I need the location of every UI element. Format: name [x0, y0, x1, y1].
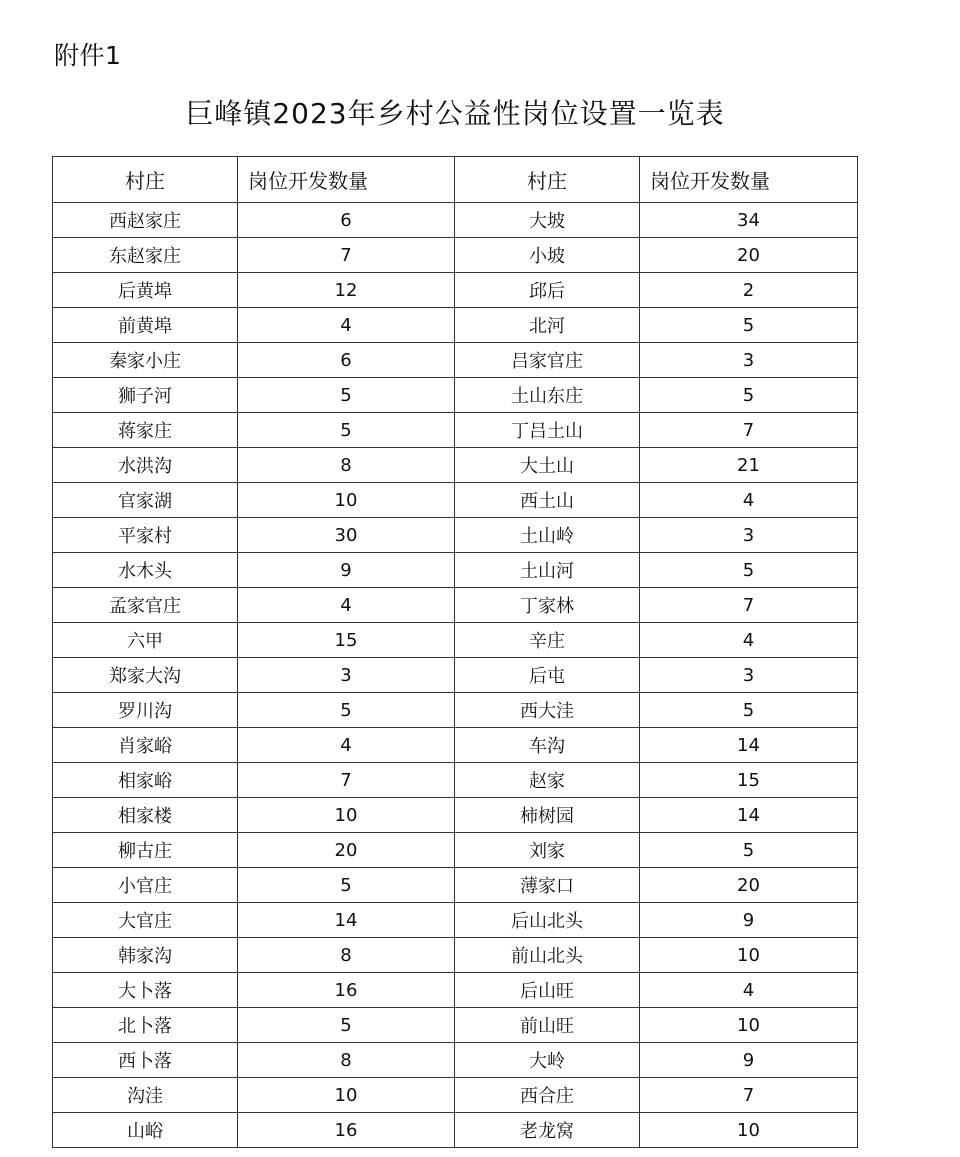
table-row [53, 273, 858, 308]
village-right-cell: 后山北头 [455, 903, 640, 938]
table-row [53, 203, 858, 238]
count-right-cell: 3 [640, 518, 858, 553]
village-right-cell: 前山北头 [455, 938, 640, 973]
table-header-row [53, 157, 858, 203]
count-right-cell: 9 [640, 1043, 858, 1078]
count-right-cell: 10 [640, 938, 858, 973]
village-left-cell: 官家湖 [53, 483, 238, 518]
table-row [53, 343, 858, 378]
village-left-cell: 蒋家庄 [53, 413, 238, 448]
village-right-cell: 丁吕土山 [455, 413, 640, 448]
village-right-cell: 西大洼 [455, 693, 640, 728]
count-left-cell: 5 [238, 1008, 455, 1043]
count-left-cell: 16 [238, 1113, 455, 1148]
village-right-cell: 大土山 [455, 448, 640, 483]
village-left-cell: 狮子河 [53, 378, 238, 413]
count-left-cell: 15 [238, 623, 455, 658]
table-row [53, 798, 858, 833]
table-row [53, 238, 858, 273]
village-right-cell: 大岭 [455, 1043, 640, 1078]
count-left-cell: 4 [238, 308, 455, 343]
count-right-cell: 4 [640, 623, 858, 658]
village-left-cell: 山峪 [53, 1113, 238, 1148]
count-left-cell: 5 [238, 413, 455, 448]
village-left-cell: 大卜落 [53, 973, 238, 1008]
village-left-cell: 相家峪 [53, 763, 238, 798]
count-left-cell: 4 [238, 728, 455, 763]
village-left-cell: 水洪沟 [53, 448, 238, 483]
count-left-cell: 6 [238, 203, 455, 238]
village-right-cell: 土山东庄 [455, 378, 640, 413]
village-left-cell: 沟洼 [53, 1078, 238, 1113]
village-right-cell: 车沟 [455, 728, 640, 763]
count-right-cell: 2 [640, 273, 858, 308]
count-right-cell: 3 [640, 658, 858, 693]
village-right-cell: 薄家口 [455, 868, 640, 903]
count-right-cell: 9 [640, 903, 858, 938]
count-left-cell: 5 [238, 378, 455, 413]
table-row [53, 728, 858, 763]
count-right-cell: 5 [640, 378, 858, 413]
attachment-label: 附件1 [54, 41, 122, 70]
table-row [53, 1043, 858, 1078]
count-left-cell: 10 [238, 798, 455, 833]
count-left-cell: 9 [238, 553, 455, 588]
village-left-cell: 东赵家庄 [53, 238, 238, 273]
village-left-cell: 后黄埠 [53, 273, 238, 308]
count-right-cell: 7 [640, 413, 858, 448]
count-right-cell: 5 [640, 553, 858, 588]
count-left-cell: 5 [238, 693, 455, 728]
village-right-cell: 西土山 [455, 483, 640, 518]
count-right-cell: 15 [640, 763, 858, 798]
count-right-cell: 4 [640, 973, 858, 1008]
count-right-cell: 14 [640, 798, 858, 833]
village-right-cell: 前山旺 [455, 1008, 640, 1043]
count-left-cell: 8 [238, 938, 455, 973]
table-row [53, 1113, 858, 1148]
village-left-cell: 大官庄 [53, 903, 238, 938]
count-right-cell: 34 [640, 203, 858, 238]
page-title: 巨峰镇2023年乡村公益性岗位设置一览表 [185, 97, 725, 130]
village-left-cell: 相家楼 [53, 798, 238, 833]
village-left-cell: 平家村 [53, 518, 238, 553]
village-left-cell: 韩家沟 [53, 938, 238, 973]
village-right-cell: 西合庄 [455, 1078, 640, 1113]
village-right-cell: 土山岭 [455, 518, 640, 553]
village-left-cell: 六甲 [53, 623, 238, 658]
positions-table [52, 156, 858, 1148]
table-row [53, 658, 858, 693]
village-right-cell: 柿树园 [455, 798, 640, 833]
header-count-left: 岗位开发数量 [238, 157, 455, 203]
village-right-cell: 小坡 [455, 238, 640, 273]
table-row [53, 833, 858, 868]
village-right-cell: 后山旺 [455, 973, 640, 1008]
count-left-cell: 4 [238, 588, 455, 623]
village-right-cell: 吕家官庄 [455, 343, 640, 378]
table-row [53, 483, 858, 518]
count-left-cell: 10 [238, 483, 455, 518]
count-right-cell: 3 [640, 343, 858, 378]
table-row [53, 553, 858, 588]
village-right-cell: 老龙窝 [455, 1113, 640, 1148]
village-right-cell: 土山河 [455, 553, 640, 588]
table-row [53, 623, 858, 658]
count-left-cell: 30 [238, 518, 455, 553]
village-right-cell: 辛庄 [455, 623, 640, 658]
count-right-cell: 5 [640, 833, 858, 868]
header-village-left: 村庄 [53, 157, 238, 203]
village-left-cell: 柳古庄 [53, 833, 238, 868]
village-right-cell: 邱后 [455, 273, 640, 308]
table-row [53, 763, 858, 798]
count-right-cell: 7 [640, 588, 858, 623]
village-left-cell: 郑家大沟 [53, 658, 238, 693]
count-right-cell: 10 [640, 1113, 858, 1148]
count-right-cell: 5 [640, 308, 858, 343]
table-row [53, 1078, 858, 1113]
table-row [53, 378, 858, 413]
header-village-right: 村庄 [455, 157, 640, 203]
count-left-cell: 14 [238, 903, 455, 938]
count-right-cell: 4 [640, 483, 858, 518]
village-left-cell: 西卜落 [53, 1043, 238, 1078]
village-left-cell: 罗川沟 [53, 693, 238, 728]
table-row [53, 693, 858, 728]
village-left-cell: 西赵家庄 [53, 203, 238, 238]
count-left-cell: 16 [238, 973, 455, 1008]
table-row [53, 588, 858, 623]
village-left-cell: 水木头 [53, 553, 238, 588]
count-left-cell: 7 [238, 238, 455, 273]
table-row [53, 518, 858, 553]
table-row [53, 903, 858, 938]
village-left-cell: 肖家峪 [53, 728, 238, 763]
count-right-cell: 7 [640, 1078, 858, 1113]
count-left-cell: 6 [238, 343, 455, 378]
count-left-cell: 10 [238, 1078, 455, 1113]
table-row [53, 938, 858, 973]
count-left-cell: 8 [238, 448, 455, 483]
table-body [53, 203, 858, 1148]
village-right-cell: 大坡 [455, 203, 640, 238]
header-count-right: 岗位开发数量 [640, 157, 858, 203]
count-right-cell: 10 [640, 1008, 858, 1043]
village-right-cell: 丁家林 [455, 588, 640, 623]
village-right-cell: 刘家 [455, 833, 640, 868]
count-right-cell: 21 [640, 448, 858, 483]
village-right-cell: 后屯 [455, 658, 640, 693]
count-left-cell: 3 [238, 658, 455, 693]
village-left-cell: 秦家小庄 [53, 343, 238, 378]
table-row [53, 868, 858, 903]
village-left-cell: 北卜落 [53, 1008, 238, 1043]
count-right-cell: 20 [640, 238, 858, 273]
count-right-cell: 14 [640, 728, 858, 763]
count-left-cell: 12 [238, 273, 455, 308]
table-row [53, 1008, 858, 1043]
count-left-cell: 7 [238, 763, 455, 798]
table-row [53, 413, 858, 448]
count-left-cell: 20 [238, 833, 455, 868]
count-left-cell: 8 [238, 1043, 455, 1078]
table-row [53, 973, 858, 1008]
village-right-cell: 赵家 [455, 763, 640, 798]
village-left-cell: 前黄埠 [53, 308, 238, 343]
village-left-cell: 孟家官庄 [53, 588, 238, 623]
count-left-cell: 5 [238, 868, 455, 903]
village-left-cell: 小官庄 [53, 868, 238, 903]
count-right-cell: 5 [640, 693, 858, 728]
table-row [53, 448, 858, 483]
village-right-cell: 北河 [455, 308, 640, 343]
table-row [53, 308, 858, 343]
count-right-cell: 20 [640, 868, 858, 903]
